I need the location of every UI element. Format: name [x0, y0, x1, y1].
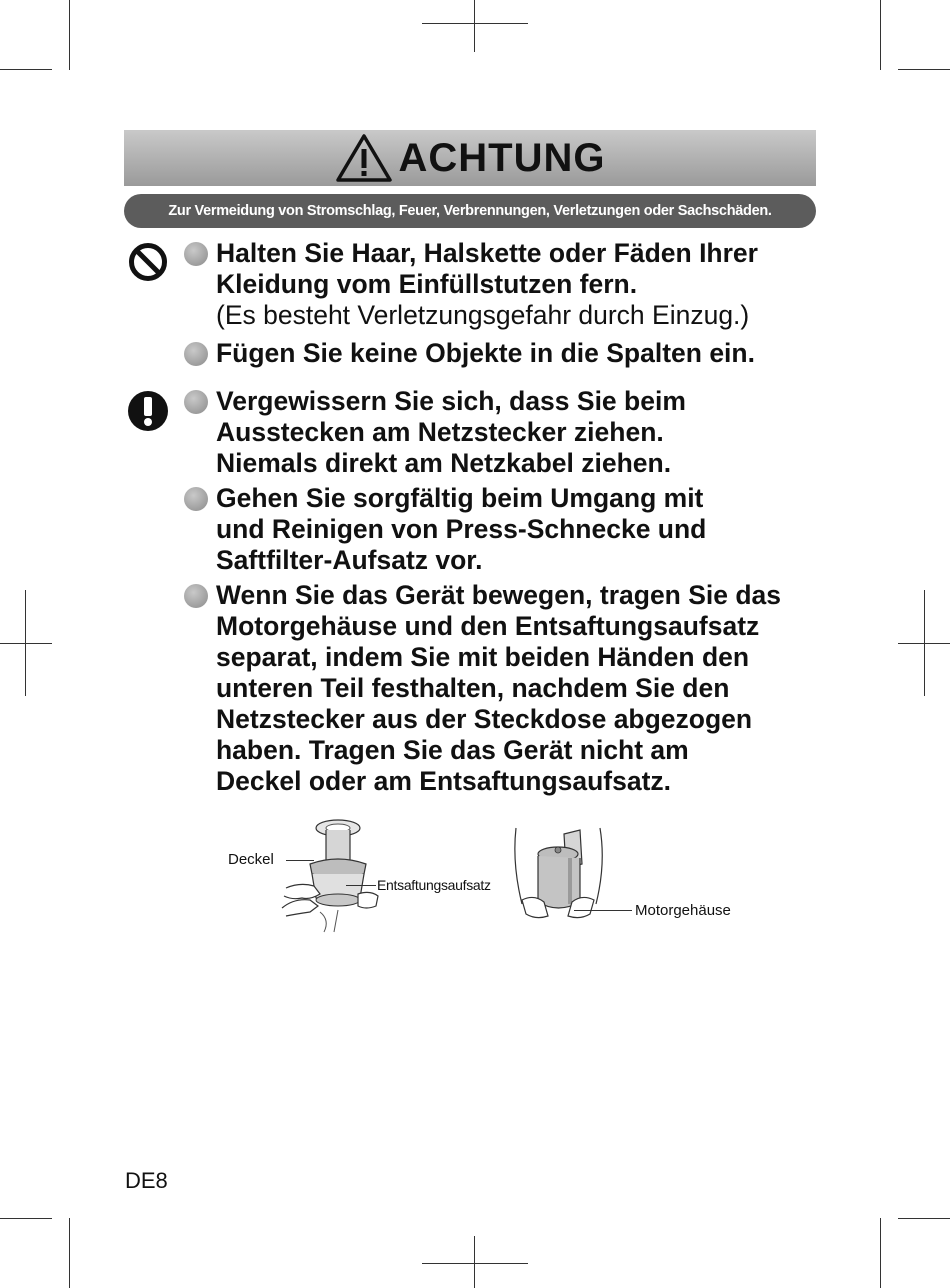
- prohibited-item-1: [216, 238, 826, 331]
- caution-subtitle: Zur Vermeidung von Stromschlag, Feuer, Verbrennungen, Verletzungen oder Sachschäden.: [124, 194, 816, 228]
- item-line: Vergewissern Sie sich, dass Sie beim: [216, 386, 686, 416]
- label-juicing-attachment: Entsaftungsaufsatz: [377, 877, 491, 893]
- mandatory-item-1: [216, 386, 826, 479]
- motor-housing-illustration: [508, 824, 608, 930]
- caution-title: ACHTUNG: [398, 135, 606, 180]
- label-motor-housing: Motorgehäuse: [635, 902, 731, 919]
- prohibited-item-2: [216, 338, 826, 369]
- item-line: Ausstecken am Netzstecker ziehen.: [216, 417, 664, 447]
- prohibited-icon: [128, 242, 168, 282]
- item-line: Netzstecker aus der Steckdose abgezogen: [216, 704, 753, 734]
- warning-triangle-icon: [335, 133, 393, 183]
- label-lid: Deckel: [228, 851, 274, 868]
- item-line: Fügen Sie keine Objekte in die Spalten ein.: [216, 338, 755, 368]
- item-line: Kleidung vom Einfüllstutzen fern.: [216, 269, 638, 299]
- item-line: haben. Tragen Sie das Gerät nicht am: [216, 735, 689, 765]
- item-line: Gehen Sie sorgfältig beim Umgang mit: [216, 483, 704, 513]
- item-line: Motorgehäuse und den Entsaftungsaufsatz: [216, 611, 760, 641]
- item-line: Halten Sie Haar, Halskette oder Fäden Ihrer: [216, 238, 758, 268]
- caution-header: [124, 130, 816, 186]
- item-line: und Reinigen von Press-Schnecke und: [216, 514, 707, 544]
- item-note: (Es besteht Verletzungsgefahr durch Einzug.): [216, 300, 750, 330]
- page-number: DE8: [125, 1168, 168, 1193]
- juicer-attachment-illustration: [280, 816, 380, 934]
- bullet-icon: [184, 342, 208, 366]
- item-line: Deckel oder am Entsaftungsaufsatz.: [216, 766, 672, 796]
- bullet-icon: [184, 487, 208, 511]
- item-line: unteren Teil festhalten, nachdem Sie den: [216, 673, 730, 703]
- bullet-icon: [184, 584, 208, 608]
- item-line: Saftfilter-Aufsatz vor.: [216, 545, 483, 575]
- mandatory-action-icon: [127, 390, 169, 432]
- bullet-icon: [184, 242, 208, 266]
- mandatory-item-3: [216, 580, 826, 797]
- mandatory-item-2: [216, 483, 826, 576]
- bullet-icon: [184, 390, 208, 414]
- item-line: Wenn Sie das Gerät bewegen, tragen Sie das: [216, 580, 782, 610]
- item-line: Niemals direkt am Netzkabel ziehen.: [216, 448, 672, 478]
- item-line: separat, indem Sie mit beiden Händen den: [216, 642, 750, 672]
